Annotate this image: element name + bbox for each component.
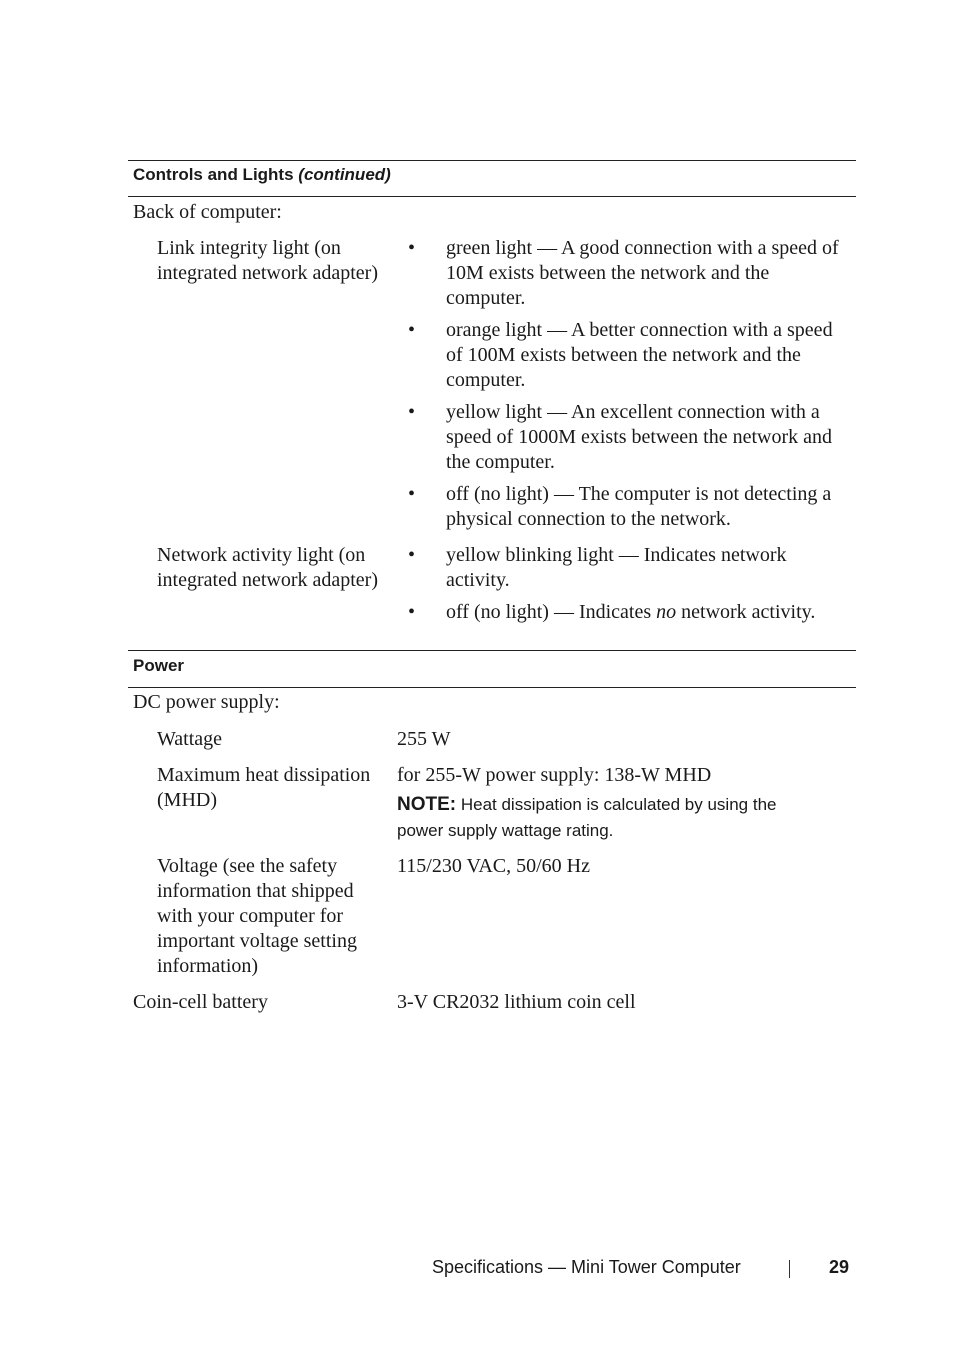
- dc-power-supply-label: DC power supply:: [133, 691, 280, 713]
- link-integrity-label: Link integrity light (on integrated network adapter): [157, 237, 379, 284]
- heat-dissipation-label: Maximum heat dissipation (MHD): [157, 764, 371, 811]
- coin-cell-battery-label: Coin-cell battery: [133, 991, 268, 1013]
- bullet-marker: •: [408, 319, 416, 341]
- section-top-rule: [128, 160, 856, 161]
- link-bullet-orange: orange light — A better connection with a speed of 100M exists between the network and the computer.: [446, 319, 833, 391]
- footer-separator: [789, 1260, 790, 1278]
- link-bullet-off: off (no light) — The computer is not detecting a physical connection to the network.: [446, 483, 832, 530]
- power-header-rule: [128, 687, 856, 688]
- heat-dissipation-value: for 255-W power supply: 138-W MHD: [397, 764, 712, 786]
- power-top-rule: [128, 650, 856, 651]
- note-label: NOTE:: [397, 794, 457, 815]
- wattage-value: 255 W: [397, 728, 451, 750]
- wattage-label: Wattage: [157, 728, 223, 750]
- coin-cell-battery-value: 3-V CR2032 lithium coin cell: [397, 991, 636, 1013]
- section-heading-power: Power: [133, 656, 185, 675]
- page-number: 29: [829, 1257, 850, 1277]
- bullet-marker: •: [408, 483, 416, 505]
- voltage-value: 115/230 VAC, 50/60 Hz: [397, 855, 590, 877]
- footer-title: Specifications — Mini Tower Computer: [432, 1257, 741, 1277]
- note-text: Heat dissipation is calculated by using the power supply wattage rating.: [397, 795, 777, 840]
- activity-bullet-off: [446, 600, 851, 625]
- bullet-marker: •: [408, 401, 416, 423]
- back-of-computer-label: Back of computer:: [133, 201, 282, 223]
- activity-off-text-start: off (no light) — Indicates: [446, 601, 657, 623]
- activity-off-emphasis: no: [656, 601, 677, 623]
- section-title: Controls and Lights: [133, 165, 294, 184]
- section-heading-controls: [133, 165, 391, 185]
- voltage-label: Voltage (see the safety information that shipped with your computer for important voltage setting information): [157, 855, 357, 977]
- bullet-marker: •: [408, 237, 416, 259]
- activity-bullet-blinking: yellow blinking light — Indicates network activity.: [446, 544, 787, 591]
- continued-label: (continued): [298, 165, 391, 184]
- link-bullet-green: green light — A good connection with a speed of 10M exists between the network and the computer.: [446, 237, 839, 309]
- bullet-marker: •: [408, 601, 416, 623]
- heat-dissipation-note: [397, 792, 817, 844]
- network-activity-label: Network activity light (on integrated network adapter): [157, 544, 379, 591]
- section-header-rule: [128, 196, 856, 197]
- link-bullet-yellow: yellow light — An excellent connection with a speed of 1000M exists between the network and the computer.: [446, 401, 833, 473]
- bullet-marker: •: [408, 544, 416, 566]
- activity-off-text-end: network activity.: [676, 601, 816, 623]
